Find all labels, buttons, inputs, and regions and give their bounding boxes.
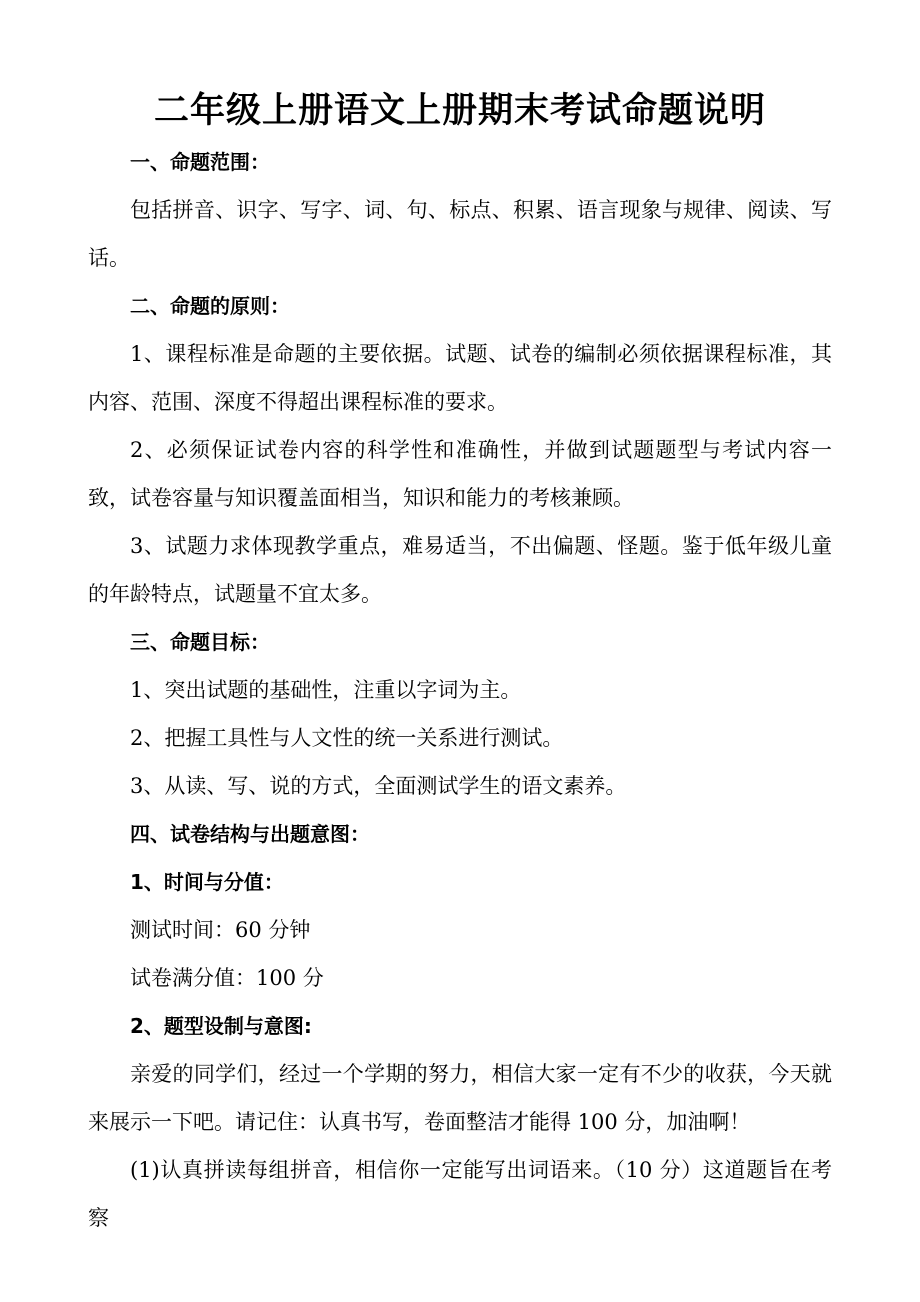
principle-paragraph-1: 1、课程标准是命题的主要依据。试题、试卷的编制必须依据课程标准，其内容、范围、深度不得超出课程标准的要求。 (88, 342, 832, 414)
section-heading-scope: 一、命题范围： (130, 150, 270, 174)
subheading-question-types: 2、题型设制与意图: (130, 1014, 312, 1038)
goal-item-1: 1、突出试题的基础性，注重以字词为主。 (130, 678, 522, 702)
section-heading-goals: 三、命题目标： (130, 630, 270, 654)
scope-paragraph: 包括拼音、识字、写字、词、句、标点、积累、语言现象与规律、阅读、写话。 (88, 198, 832, 270)
intro-paragraph: 亲爱的同学们，经过一个学期的努力，相信大家一定有不少的收获，今天就来展示一下吧。请记住：认真书写，卷面整洁才能得 100 分，加油啊！ (88, 1062, 832, 1134)
subheading-time-score: 1、时间与分值： (130, 870, 284, 894)
question-1-paragraph: (1)认真拼读每组拼音，相信你一定能写出词语来。（10 分）这道题旨在考察 (88, 1158, 832, 1230)
goal-item-2: 2、把握工具性与人文性的统一关系进行测试。 (130, 726, 564, 750)
document-title: 二年级上册语文上册期末考试命题说明 (153, 91, 766, 131)
principle-paragraph-2: 2、必须保证试卷内容的科学性和准确性，并做到试题题型与考试内容一致，试卷容量与知识覆盖面相当，知识和能力的考核兼顾。 (88, 438, 832, 510)
section-heading-structure: 四、试卷结构与出题意图： (130, 822, 370, 846)
goal-item-3: 3、从读、写、说的方式，全面测试学生的语文素养。 (130, 774, 627, 798)
section-heading-principles: 二、命题的原则： (130, 294, 290, 318)
principle-paragraph-3: 3、试题力求体现教学重点，难易适当，不出偏题、怪题。鉴于低年级儿童的年龄特点，试题量不宜太多。 (88, 534, 832, 606)
full-score: 试卷满分值：100 分 (130, 966, 324, 990)
test-time: 测试时间：60 分钟 (130, 918, 311, 942)
